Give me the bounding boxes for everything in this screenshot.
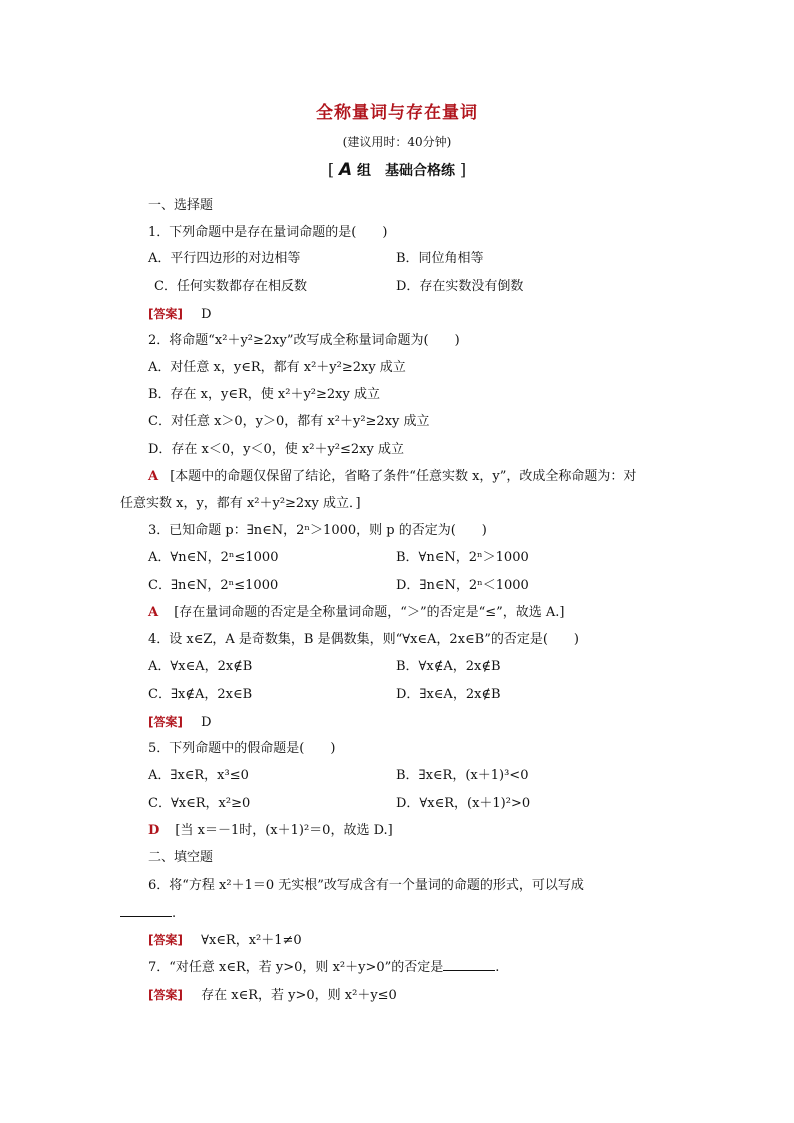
page-title: 全称量词与存在量词 bbox=[316, 103, 478, 123]
q5-option-c: C．∀x∈R，x²≥0 bbox=[148, 796, 251, 811]
suggested-time: (建议用时：40分钟) bbox=[342, 135, 452, 149]
q6-blank bbox=[120, 904, 172, 917]
q1-answer bbox=[148, 305, 212, 324]
q2-explanation-text1: [本题中的命题仅保留了结论，省略了条件“任意实数 x，y”，改成全称命题为：对 bbox=[170, 469, 637, 484]
q3-explanation-text: [存在量词命题的否定是全称量词命题，“＞”的否定是“≤”，故选 A.] bbox=[174, 605, 565, 620]
q1-option-d: D．存在实数没有倒数 bbox=[396, 279, 524, 294]
q3-option-b: B．∀n∈N，2ⁿ＞1000 bbox=[396, 550, 529, 565]
group-bracket-close: ] bbox=[459, 160, 467, 179]
answer-mark: [答案] bbox=[148, 988, 183, 1002]
q2-option-b: B．存在 x，y∈R，使 x²＋y²≥2xy 成立 bbox=[148, 387, 380, 402]
q4-stem: 4．设 x∈Z，A 是奇数集，B 是偶数集，则“∀x∈A，2x∈B”的否定是( ) bbox=[148, 632, 579, 647]
q7-answer-value: 存在 x∈R，若 y>0，则 x²＋y≤0 bbox=[201, 988, 397, 1003]
q4-option-b: B．∀x∉A，2x∉B bbox=[396, 659, 501, 674]
q2-explanation-line1 bbox=[148, 468, 636, 486]
q7-period: . bbox=[495, 960, 500, 975]
q1-option-a: A．平行四边形的对边相等 bbox=[148, 251, 301, 266]
q4-option-a: A．∀x∈A，2x∉B bbox=[148, 659, 253, 674]
group-label: 组 基础合格练 bbox=[357, 163, 456, 179]
q1-answer-value: D bbox=[201, 307, 212, 322]
q5-option-a: A．∃x∈R，x³≤0 bbox=[148, 768, 249, 783]
q4-answer bbox=[148, 713, 212, 732]
q2-option-d: D．存在 x＜0，y＜0，使 x²＋y²≤2xy 成立 bbox=[148, 442, 404, 457]
q2-option-c: C．对任意 x＞0，y＞0，都有 x²＋y²≥2xy 成立 bbox=[148, 414, 430, 429]
group-letter: A bbox=[338, 160, 353, 180]
q1-stem: 1．下列命题中是存在量词命题的是( ) bbox=[148, 225, 388, 240]
q2-stem: 2．将命题“x²＋y²≥2xy”改写成全称量词命题为( ) bbox=[148, 333, 460, 348]
q2-explanation-line2: 任意实数 x，y，都有 x²＋y²≥2xy 成立．] bbox=[120, 496, 361, 511]
q3-answer-letter: A bbox=[148, 605, 159, 620]
q2-answer-letter: A bbox=[148, 469, 159, 484]
q5-option-b: B．∃x∈R，(x＋1)³<0 bbox=[396, 768, 529, 783]
q4-option-d: D．∃x∈A，2x∉B bbox=[396, 687, 501, 702]
answer-mark: [答案] bbox=[148, 715, 183, 729]
q1-option-c: C．任何实数都存在相反数 bbox=[154, 279, 307, 294]
q3-explanation bbox=[148, 604, 565, 622]
q3-option-a: A．∀n∈N，2ⁿ≤1000 bbox=[148, 550, 279, 565]
q6-period: . bbox=[172, 906, 177, 921]
q6-blank-line bbox=[120, 904, 176, 923]
q4-option-c: C．∃x∉A，2x∈B bbox=[148, 687, 253, 702]
q3-option-c: C．∃n∈N，2ⁿ≤1000 bbox=[148, 578, 279, 593]
answer-mark: [答案] bbox=[148, 307, 183, 321]
q1-option-b: B．同位角相等 bbox=[396, 251, 484, 266]
q5-option-d: D．∀x∈R，(x＋1)²>0 bbox=[396, 796, 531, 811]
group-bracket-open: [ bbox=[327, 160, 335, 179]
q6-answer bbox=[148, 931, 302, 950]
q7-blank bbox=[443, 958, 495, 971]
q5-stem: 5．下列命题中的假命题是( ) bbox=[148, 741, 336, 756]
q7-stem-text: 7．“对任意 x∈R，若 y>0，则 x²＋y>0”的否定是 bbox=[148, 960, 444, 975]
q5-answer-letter: D bbox=[148, 823, 160, 838]
q5-explanation bbox=[148, 822, 393, 840]
q6-stem: 6．将“方程 x²＋1＝0 无实根”改写成含有一个量词的命题的形式，可以写成 bbox=[148, 878, 584, 893]
answer-mark: [答案] bbox=[148, 933, 183, 947]
q6-answer-value: ∀x∈R，x²＋1≠0 bbox=[201, 933, 302, 948]
q3-stem: 3．已知命题 p：∃n∈N，2ⁿ＞1000，则 p 的否定为( ) bbox=[148, 523, 487, 538]
q5-explanation-text: [当 x＝－1时，(x＋1)²＝0，故选 D.] bbox=[175, 823, 393, 838]
group-heading bbox=[0, 160, 794, 180]
q7-answer bbox=[148, 986, 397, 1005]
q3-option-d: D．∃n∈N，2ⁿ＜1000 bbox=[396, 578, 529, 593]
q2-option-a: A．对任意 x，y∈R，都有 x²＋y²≥2xy 成立 bbox=[148, 360, 406, 375]
q4-answer-value: D bbox=[201, 715, 212, 730]
section-heading-fill: 二、填空题 bbox=[148, 850, 214, 865]
section-heading-choice: 一、选择题 bbox=[148, 198, 214, 213]
q7-stem bbox=[148, 958, 499, 977]
